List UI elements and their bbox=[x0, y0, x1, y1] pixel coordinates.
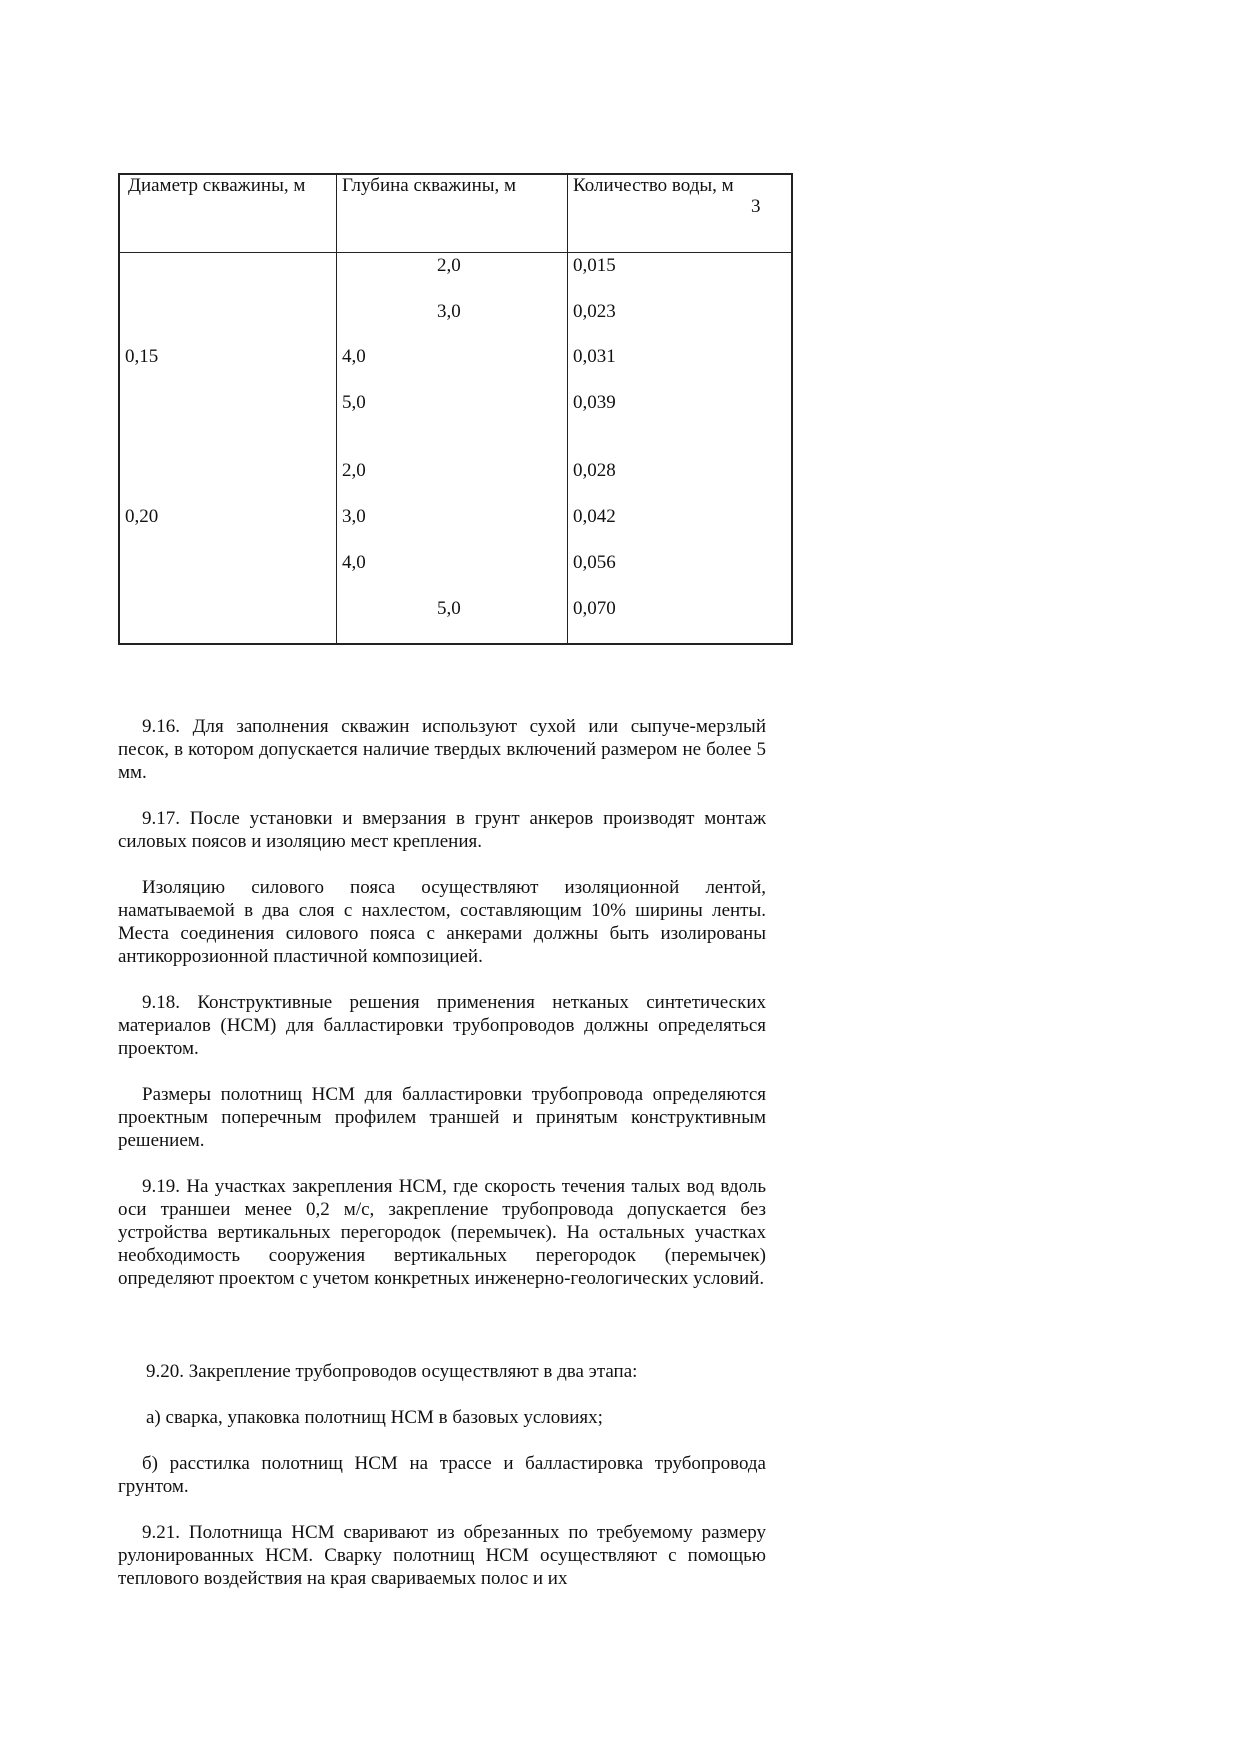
paragraph-9-16: 9.16. Для заполнения скважин используют сухой или сыпуче-мерзлый песок, в котором допускается наличие твердых включений размером не более 5 мм. bbox=[118, 716, 766, 783]
header-water: Количество воды, м bbox=[573, 175, 734, 196]
paragraph-9-20-a: а) сварка, упаковка полотнищ НСМ в базовых условиях; bbox=[146, 1407, 603, 1428]
well-water-table bbox=[118, 173, 793, 645]
paragraph-9-18-sizes: Размеры полотнищ НСМ для балластировки трубопровода определяются проектным поперечным профилем траншей и принятым конструктивным решением. bbox=[118, 1084, 766, 1151]
depth-value: 4,0 bbox=[342, 346, 366, 367]
depth-value: 4,0 bbox=[342, 552, 366, 573]
depth-value: 5,0 bbox=[437, 598, 461, 619]
paragraph-9-20: 9.20. Закрепление трубопроводов осуществляют в два этапа: bbox=[146, 1361, 638, 1382]
diameter-value: 0,20 bbox=[125, 506, 159, 527]
water-value: 0,023 bbox=[573, 301, 616, 322]
depth-value: 2,0 bbox=[437, 255, 461, 276]
water-value: 0,070 bbox=[573, 598, 616, 619]
paragraph-9-20-b: б) расстилка полотнищ НСМ на трассе и балластировка трубопровода грунтом. bbox=[118, 1453, 766, 1497]
water-value: 0,028 bbox=[573, 460, 616, 481]
water-value: 0,042 bbox=[573, 506, 616, 527]
water-value: 0,015 bbox=[573, 255, 616, 276]
depth-value: 3,0 bbox=[437, 301, 461, 322]
paragraph-9-17-insulation: Изоляцию силового пояса осуществляют изоляционной лентой, наматываемой в два слоя с нахлестом, составляющим 10% ширины ленты. Места соединения силового пояса с анкерами должны быть изолированы антикоррозионной пластичной композицией. bbox=[118, 877, 766, 967]
paragraph-9-17: 9.17. После установки и вмерзания в грунт анкеров производят монтаж силовых поясов и изоляцию мест крепления. bbox=[118, 808, 766, 852]
depth-value: 3,0 bbox=[342, 506, 366, 527]
column-divider bbox=[567, 175, 568, 643]
depth-value: 5,0 bbox=[342, 392, 366, 413]
header-water-unit-superscript: 3 bbox=[751, 196, 761, 217]
diameter-value: 0,15 bbox=[125, 346, 159, 367]
water-value: 0,039 bbox=[573, 392, 616, 413]
column-divider bbox=[336, 175, 337, 643]
paragraph-9-18: 9.18. Конструктивные решения применения нетканых синтетических материалов (НСМ) для балластировки трубопроводов должны определяться проектом. bbox=[118, 992, 766, 1059]
paragraph-9-21: 9.21. Полотнища НСМ сваривают из обрезанных по требуемому размеру рулонированных НСМ. Сварку полотнищ НСМ осуществляют с помощью теплового воздействия на края свариваемых полос и их bbox=[118, 1522, 766, 1589]
header-diameter: Диаметр скважины, м bbox=[128, 175, 306, 196]
water-value: 0,031 bbox=[573, 346, 616, 367]
depth-value: 2,0 bbox=[342, 460, 366, 481]
paragraph-9-19: 9.19. На участках закрепления НСМ, где скорость течения талых вод вдоль оси траншеи менее 0,2 м/с, закрепление трубопровода допускается без устройства вертикальных перегородок (перемычек). На остальных участках необходимость сооружения вертикальных перегородок (перемычек) определяют проектом с учетом конкретных инженерно-геологических условий. bbox=[118, 1176, 766, 1289]
header-depth: Глубина скважины, м bbox=[342, 175, 517, 196]
header-divider bbox=[120, 252, 791, 253]
water-value: 0,056 bbox=[573, 552, 616, 573]
